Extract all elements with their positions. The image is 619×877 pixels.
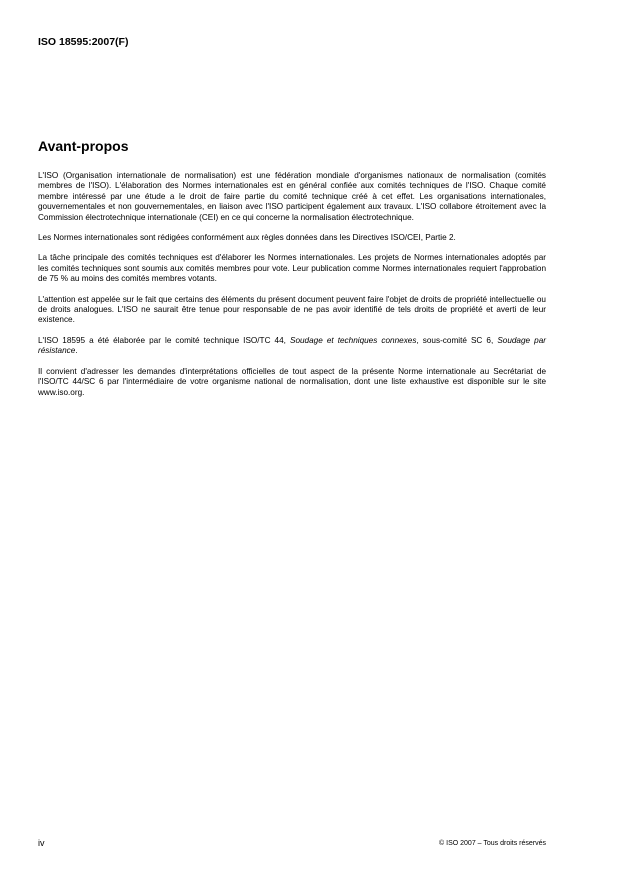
paragraph-directives: Les Normes internationales sont rédigées conformément aux règles données dans les Directives ISO/CEI, Partie 2. bbox=[38, 233, 456, 243]
paragraph-iso-overview: L'ISO (Organisation internationale de normalisation) est une fédération mondiale d'organismes nationaux de normalisation (comités membres de l'ISO). L'élaboration des Normes internationales est en général confiée aux comités techniques de l'ISO. Chaque comité membre intéressé par une étude a le droit de faire partie du comité technique créé à cet effet. Les organisations internationales, gouvernementales et non gouvernementales, en liaison avec l'ISO participent également aux travaux. L'ISO collabore étroitement avec la Commission électrotechnique internationale (CEI) en ce qui concerne la normalisation électrotechnique. bbox=[38, 171, 546, 222]
page-number: iv bbox=[38, 838, 45, 848]
document-id-header: ISO 18595:2007(F) bbox=[38, 36, 129, 48]
preparation-text-2: , sous-comité SC 6, bbox=[416, 335, 498, 345]
subcommittee-title: Soudage par résistance bbox=[38, 335, 546, 356]
paragraph-patent-rights: L'attention est appelée sur le fait que certains des éléments du présent document peuvent faire l'objet de droits de propriété intellectuelle ou de droits analogues. L'ISO ne saurait être tenue pour responsable de ne pas avoir identifié de tels droits de propriété et averti de leur existence. bbox=[38, 294, 546, 325]
paragraph-preparation bbox=[38, 336, 546, 357]
preparation-text-3: . bbox=[75, 346, 78, 356]
copyright-notice: © ISO 2007 – Tous droits réservés bbox=[439, 840, 546, 847]
committee-title: Soudage et techniques connexes bbox=[289, 335, 417, 345]
preparation-text-1: L'ISO 18595 a été élaborée par le comité technique ISO/TC 44, bbox=[38, 335, 290, 345]
paragraph-technical-committees: La tâche principale des comités techniques est d'élaborer les Normes internationales. Les projets de Normes internationales adoptés par les comités techniques sont soumis aux comités membres pour vote. Leur publication comme Normes internationales requiert l'approbation de 75 % au moins des comités membres votants. bbox=[38, 253, 546, 284]
paragraph-interpretation-requests: Il convient d'adresser les demandes d'interprétations officielles de tout aspect de la présente Norme internationale au Secrétariat de l'ISO/TC 44/SC 6 par l'intermédiaire de votre organisme national de normalisation, dont une liste exhaustive est disponible sur le site www.iso.org. bbox=[38, 366, 546, 397]
section-title: Avant-propos bbox=[38, 138, 129, 154]
foreword-body bbox=[38, 171, 546, 408]
